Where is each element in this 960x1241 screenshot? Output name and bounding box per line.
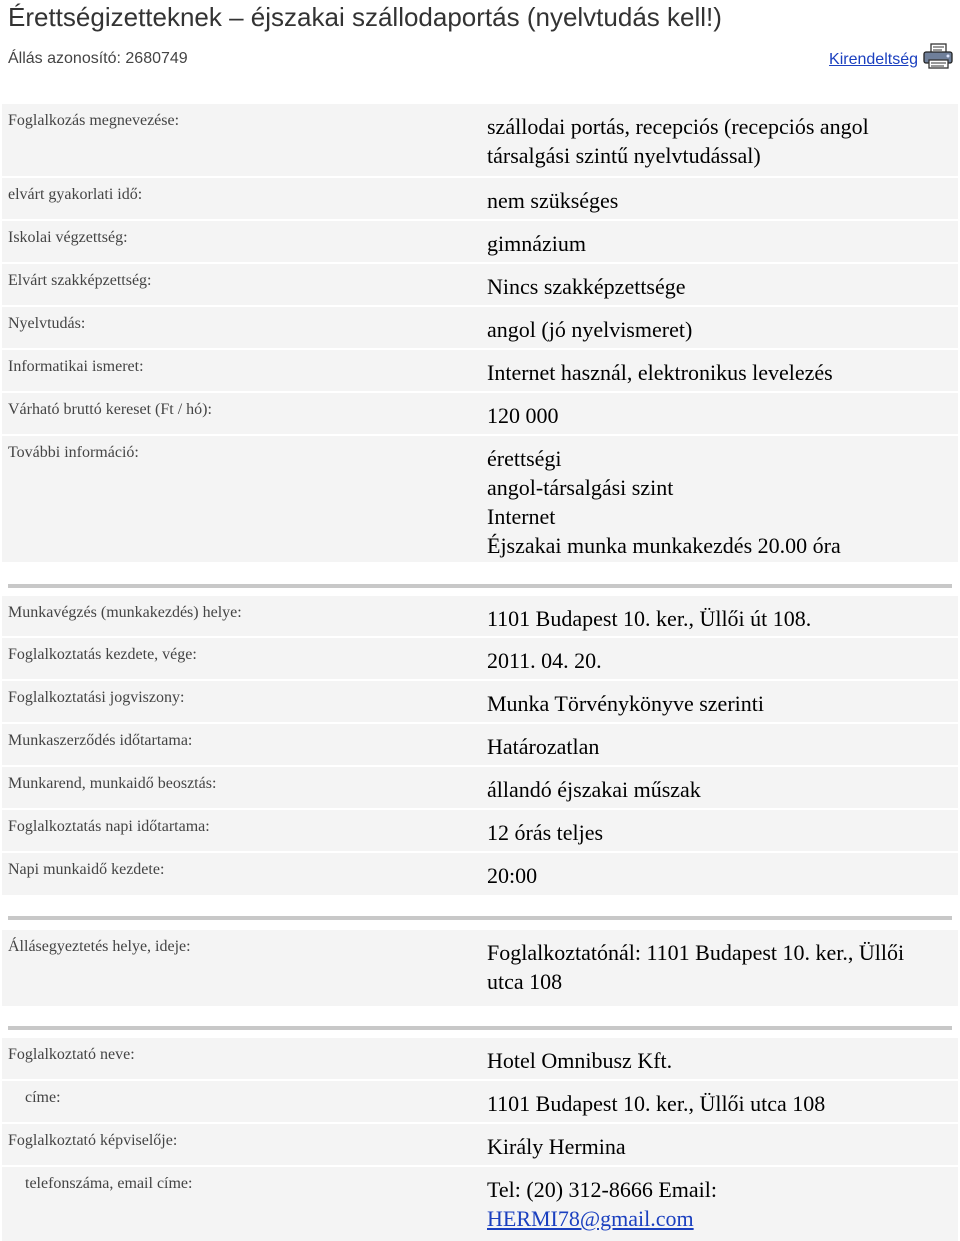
job-id: Állás azonosító: 2680749	[8, 50, 188, 67]
employer-value: Hotel Omnibusz Kft.	[487, 1048, 673, 1073]
interview-value: Foglalkoztatónál: 1101 Budapest 10. ker., Üllői utca 108	[487, 940, 905, 994]
representative-row	[2, 1124, 958, 1167]
start-time-label: Napi munkaidő kezdete:	[8, 861, 165, 878]
education-row	[2, 221, 958, 264]
interview-label: Állásegyeztetés helye, ideje:	[8, 938, 191, 955]
daily-hours-value: 12 órás teljes	[487, 820, 604, 845]
contract-value: Határozatlan	[487, 734, 600, 759]
contact-value	[487, 1175, 937, 1233]
divider	[8, 1026, 952, 1030]
experience-value: nem szükséges	[487, 188, 619, 213]
language-label: Nyelvtudás:	[8, 315, 86, 332]
info-value	[487, 444, 937, 560]
occupation-value: szállodai portás, recepciós (recepciós angol társalgási szintű nyelvtudással)	[487, 114, 869, 168]
qualification-row	[2, 264, 958, 307]
contract-label: Munkaszerződés időtartama:	[8, 732, 193, 749]
work-conditions-section	[2, 596, 958, 895]
it-skills-label: Informatikai ismeret:	[8, 358, 144, 375]
language-value: angol (jó nyelvismeret)	[487, 317, 693, 342]
experience-row	[2, 178, 958, 221]
legal-row	[2, 681, 958, 724]
place-label: Munkavégzés (munkakezdés) helye:	[8, 604, 242, 621]
daily-hours-row	[2, 810, 958, 853]
period-label: Foglalkoztatás kezdete, vége:	[8, 646, 197, 663]
language-row	[2, 307, 958, 350]
office-link[interactable]: Kirendeltség	[829, 51, 918, 68]
place-row	[2, 596, 958, 638]
qualification-label: Elvárt szakképzettség:	[8, 272, 152, 289]
occupation-row	[2, 104, 958, 178]
start-time-row	[2, 853, 958, 895]
employer-section	[2, 1038, 958, 1241]
address-label: címe:	[25, 1089, 61, 1106]
info-line: Éjszakai munka munkakezdés 20.00 óra	[487, 533, 841, 558]
it-skills-row	[2, 350, 958, 393]
education-label: Iskolai végzettség:	[8, 229, 128, 246]
representative-value: Király Hermina	[487, 1134, 626, 1159]
email-link[interactable]: HERMI78@gmail.com	[487, 1206, 694, 1231]
info-label: További információ:	[8, 444, 139, 461]
representative-label: Foglalkoztató képviselője:	[8, 1132, 178, 1149]
address-value: 1101 Budapest 10. ker., Üllői utca 108	[487, 1091, 826, 1116]
schedule-row	[2, 767, 958, 810]
it-skills-value: Internet használ, elektronikus levelezés	[487, 360, 833, 385]
info-line: angol-társalgási szint	[487, 475, 674, 500]
divider	[8, 916, 952, 920]
page-title: Érettségizetteknek – éjszakai szállodaportás (nyelvtudás kell!)	[8, 2, 722, 32]
interview-section	[2, 930, 958, 1006]
salary-row	[2, 393, 958, 436]
salary-label: Várható bruttó kereset (Ft / hó):	[8, 401, 212, 418]
schedule-label: Munkarend, munkaidő beosztás:	[8, 775, 217, 792]
legal-value: Munka Törvénykönyve szerinti	[487, 691, 764, 716]
qualification-value: Nincs szakképzettsége	[487, 274, 686, 299]
period-value: 2011. 04. 20.	[487, 648, 602, 673]
experience-label: elvárt gyakorlati idő:	[8, 186, 143, 203]
employer-label: Foglalkoztató neve:	[8, 1046, 135, 1063]
legal-label: Foglalkoztatási jogviszony:	[8, 689, 185, 706]
period-row	[2, 638, 958, 681]
job-details-section	[2, 104, 958, 562]
info-row	[2, 436, 958, 562]
place-value: 1101 Budapest 10. ker., Üllői út 108.	[487, 606, 812, 631]
start-time-value: 20:00	[487, 863, 538, 888]
contact-label: telefonszáma, email címe:	[25, 1175, 193, 1192]
employer-row	[2, 1038, 958, 1081]
contract-row	[2, 724, 958, 767]
interview-row	[2, 930, 958, 1006]
address-row	[2, 1081, 958, 1124]
printer-icon[interactable]	[922, 42, 954, 70]
contact-row	[2, 1167, 958, 1241]
education-value: gimnázium	[487, 231, 586, 256]
contact-phone: Tel: (20) 312-8666 Email:	[487, 1177, 718, 1202]
divider	[8, 584, 952, 588]
info-line: Internet	[487, 504, 556, 529]
daily-hours-label: Foglalkoztatás napi időtartama:	[8, 818, 210, 835]
schedule-value: állandó éjszakai műszak	[487, 777, 701, 802]
salary-value: 120 000	[487, 403, 559, 428]
occupation-label: Foglalkozás megnevezése:	[8, 112, 180, 129]
info-line: érettségi	[487, 446, 562, 471]
